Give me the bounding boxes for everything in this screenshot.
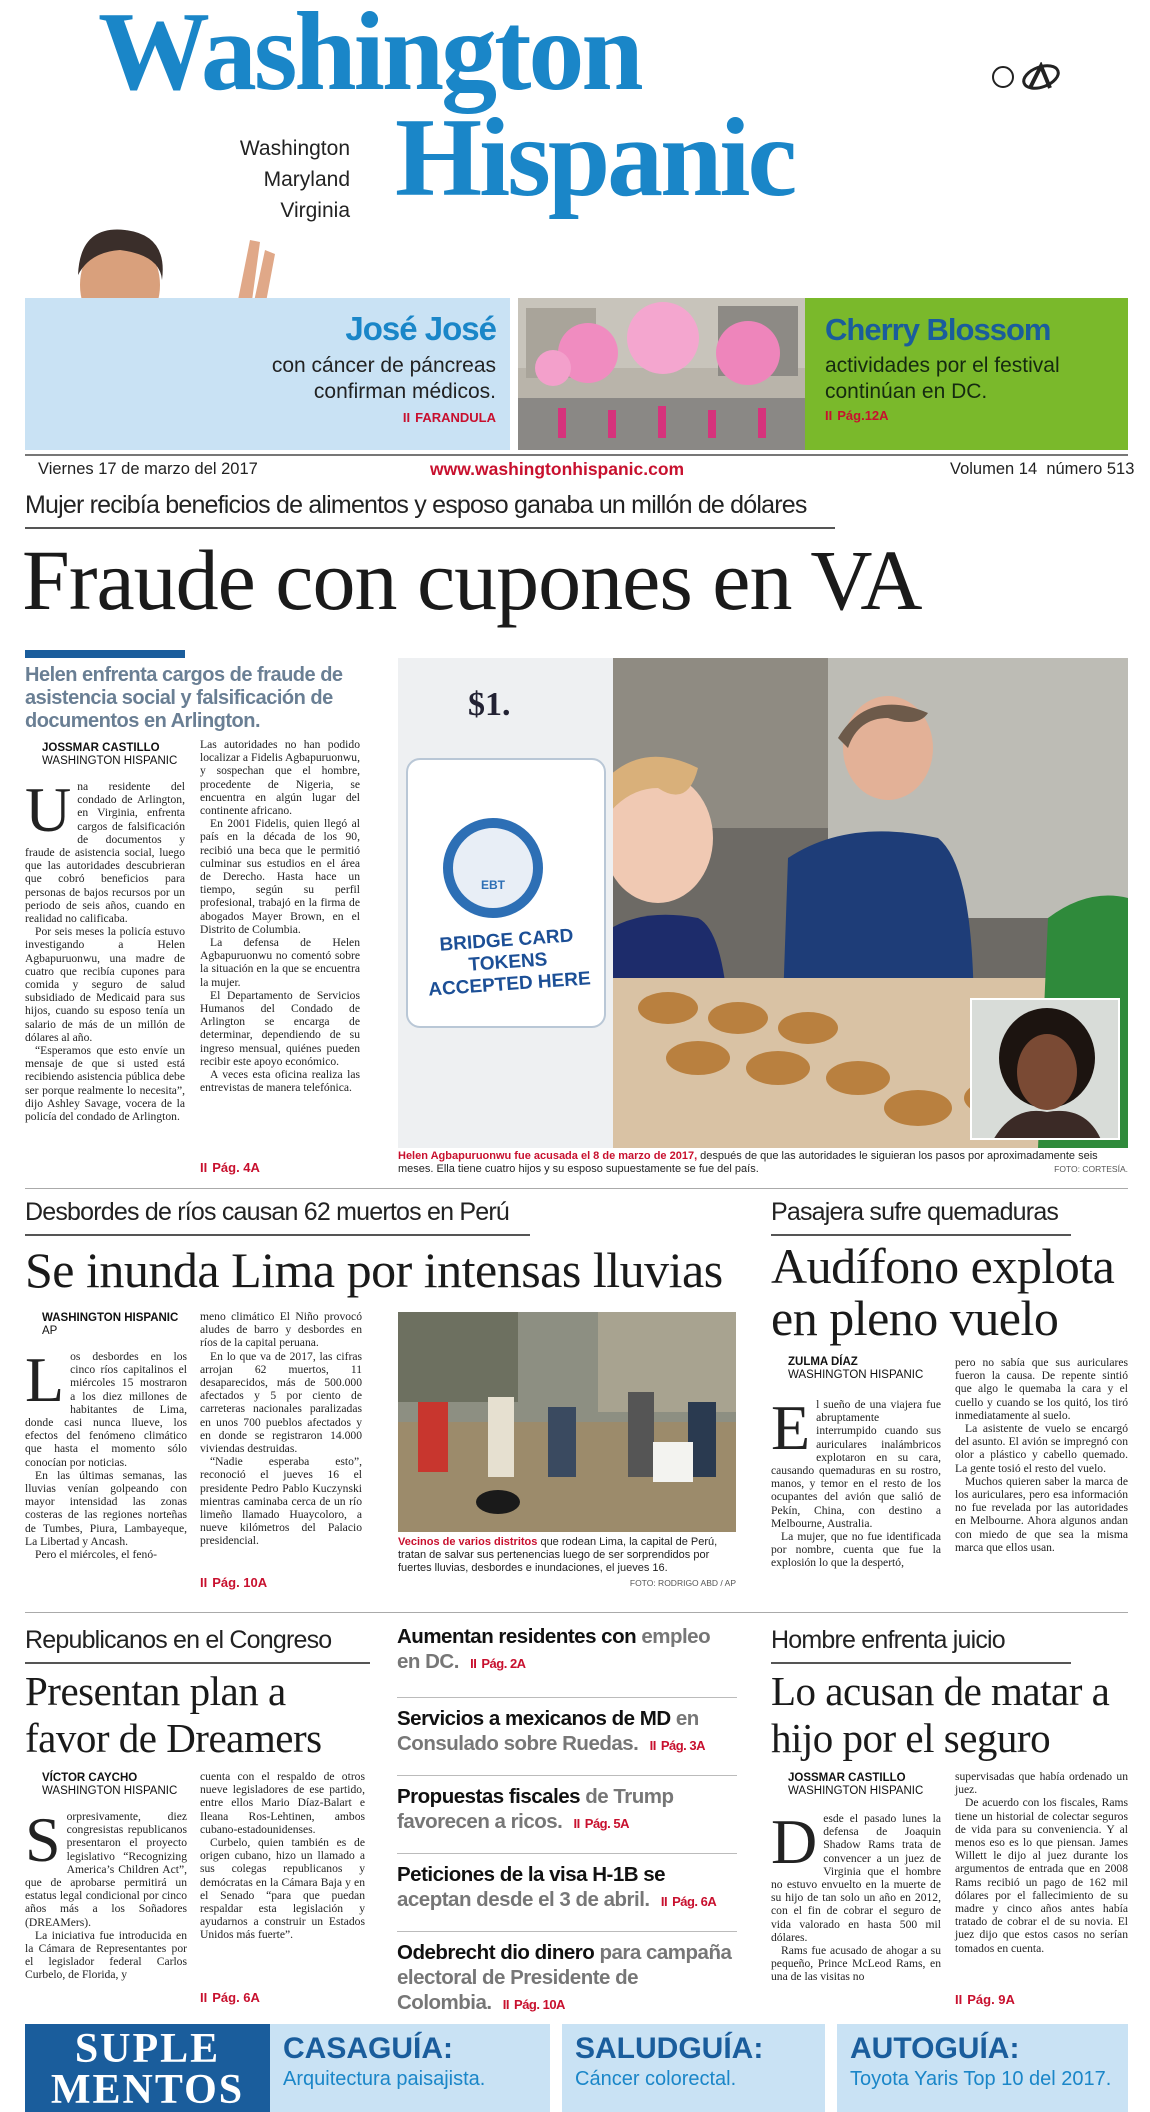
- peru-author: WASHINGTON HISPANIC: [42, 1312, 179, 1324]
- seguro-page-ref[interactable]: II Pág. 9A: [955, 1992, 1015, 2007]
- audifono-author: ZULMA DÍAZ: [788, 1356, 858, 1368]
- lead-sign: [398, 658, 613, 1148]
- suplemento-autoguia-title: AUTOGUÍA:: [850, 2032, 1020, 2065]
- dreamers-col2-p1: cuenta con el respaldo de otros nueve legisladores de ese partido, entre ellos Mario Díaz-Balart e Ileana Ros-Lehtinen, ambos cubano-estadounidenses.: [200, 1770, 365, 1836]
- peru-column-2: [200, 1310, 362, 1548]
- lead-sign-text: BRIDGE CARD TOKENS ACCEPTED HERE: [427, 925, 592, 1001]
- masthead: [0, 0, 1150, 290]
- suplementos-label-b: MENTOS: [50, 2067, 245, 2112]
- peru-page-ref[interactable]: II Pág. 10A: [200, 1575, 268, 1590]
- lead-byline: [42, 742, 192, 768]
- lead-col2-p1: Las autoridades no han podido localizar a Fidelis Agbapuruonwu, y sospechan que el hombre, procedente de Nigeria, se encuentra en algún lugar del continente africano.: [200, 738, 360, 818]
- peru-headline: Se inunda Lima por intensas lluvias: [25, 1242, 723, 1298]
- audifono-kicker-rule: [771, 1234, 1071, 1236]
- briefs-column: [397, 1620, 737, 2032]
- section-rule-1: [25, 1188, 1128, 1189]
- suplemento-casaguia-subtitle: Arquitectura paisajista.: [283, 2068, 486, 2090]
- dreamers-col1-p1: orpresivamente, diez congresistas republicanos presentaron el proyecto legislativo “Recognizing America’s Children Act”, que de aprobarse permitirá un estatus legal condicional por cinco años más a los Soñadores (DREAMers).: [25, 1810, 187, 1929]
- peru-kicker: Desbordes de ríos causan 62 muertos en Perú: [25, 1198, 509, 1226]
- suplemento-divider: [825, 2024, 837, 2112]
- lead-dropcap: U: [25, 774, 72, 845]
- seguro-column-2: [955, 1770, 1128, 1955]
- seguro-kicker: Hombre enfrenta juicio: [771, 1626, 1005, 1654]
- brief-item[interactable]: Propuestas fiscales de Trump favorecen a ricos. II Pág. 5A: [397, 1776, 737, 1854]
- dateline-top-rule: [25, 454, 1128, 456]
- suplemento-saludguia-title: SALUDGUÍA:: [575, 2032, 764, 2065]
- audifono-col1-p1: l sueño de una viajera fue abruptamente interrumpido cuando sus auriculares inalámbricos explotaron en su cara, causando quemaduras en su rostro, manos, y temor en el resto de los ocupantes del avión que salió de Pekín, China, con destino a Melbourne, Australia.: [771, 1398, 941, 1530]
- audifono-col2-p1: pero no sabía que sus auriculares fueron la causa. De repente sintió que algo le quemaba la cara y el cuello y cuando se los quitó, los tiró inmediatamente al suelo.: [955, 1356, 1128, 1422]
- seguro-outlet: WASHINGTON HISPANIC: [788, 1785, 924, 1797]
- peru-col2-p1: meno climático El Niño provocó aludes de barro y desbordes en ríos de la capital peruana.: [200, 1310, 362, 1350]
- lead-sign-price: $1.: [468, 686, 511, 723]
- peru-photo: [398, 1312, 736, 1532]
- lead-outlet: WASHINGTON HISPANIC: [42, 755, 178, 767]
- audifono-col1-p2: La mujer, que no fue identificada por nombre, cuenta que fue la explosión lo que la despertó,: [771, 1530, 941, 1570]
- dateline-issue: Volumen 14 número 513: [950, 460, 1135, 478]
- dreamers-page-ref[interactable]: II Pág. 6A: [200, 1990, 260, 2005]
- audifono-kicker: Pasajera sufre quemaduras: [771, 1198, 1059, 1226]
- audifono-col2-p3: Muchos quieren saber la marca de los auriculares, pero esa información no fue revelada por las autoridades en Melbourne. Ahora algunos andan con miedo de que sea la misma marca que ellos usan.: [955, 1474, 1128, 1554]
- peru-col2-p3: “Nadie esperaba esto”, reconoció el jueves 16 el presidente Pedro Pablo Kuczynski mientras caminaba cerca de un río limeño llamado Huaycoloro, a nueve kilómetros del Palacio presidencial.: [200, 1455, 362, 1548]
- seguro-col2-p2: De acuerdo con los fiscales, Rams tiene un historial de colectar seguros de vida para su conveniencia. Y al menos eso es lo que piensan. James Willett le dijo al juez durante los argumentos de entrada que en 2008 Rams recibió un pago de 162 mil dólares por el fallecimiento de su madre y cinco años antes había tratado de cobrar el de su novia. El juez dijo que estos casos no serían tomados en cuenta.: [955, 1796, 1128, 1955]
- dateline-website[interactable]: www.washingtonhispanic.com: [430, 459, 685, 479]
- lead-col2-p3: La defensa de Helen Agbapuruonwu no comentó sobre la situación en la que se encuentra la mujer.: [200, 936, 360, 989]
- dreamers-kicker-rule: [25, 1662, 370, 1664]
- brief-item[interactable]: Peticiones de la visa H-1B se aceptan desde el 3 de abril. II Pág. 6A: [397, 1854, 737, 1932]
- suplementos-bar: [25, 2024, 1128, 2112]
- lead-ebt-label: EBT: [481, 878, 505, 892]
- peru-col2-p2: En lo que va de 2017, las cifras arrojan 62 muertos, 11 desaparecidos, más de 500.000 afectados y 5 por ciento de carreteras nacionales paralizadas en unos 700 pueblos afectados y en donde se registraron 14.000 viviendas destruidas.: [200, 1349, 362, 1456]
- region-virginia: Virginia: [280, 199, 350, 222]
- dreamers-byline: [42, 1772, 192, 1798]
- peru-col1-p3: Pero el miércoles, el fenó-: [35, 1548, 158, 1562]
- lead-deck: Helen enfrenta cargos de fraude de asistencia social y falsificación de documentos en Arlington.: [25, 664, 343, 732]
- teaser-jose-jose[interactable]: [25, 298, 510, 450]
- audifono-column-1: [771, 1392, 941, 1570]
- lead-col1-p3: “Esperamos que esto envíe un mensaje de que si usted está recibiendo asistencia pública debe ser porque realmente lo necesita”, dijo Ashley Savage, vocera de la policía del condado de Arlington.: [25, 1044, 185, 1124]
- masthead-title-line2: Hispanic: [395, 96, 795, 220]
- peru-caption-rest: que rodean Lima, la capital de Perú, tratan de salvar sus pertenencias luego de ser sorprendidos por fuertes lluvias, desbordes e inundaciones, el jueves 16.: [398, 1536, 718, 1574]
- seguro-author: JOSSMAR CASTILLO: [788, 1772, 906, 1784]
- suplemento-saludguia[interactable]: [575, 2024, 840, 2112]
- brief-item[interactable]: Servicios a mexicanos de MD en Consulado sobre Ruedas. II Pág. 3A: [397, 1698, 737, 1776]
- brief-item[interactable]: Aumentan residentes con empleo en DC. II Pág. 2A: [397, 1620, 737, 1698]
- peru-outlet: AP: [42, 1325, 58, 1337]
- lead-col2-p2: En 2001 Fidelis, quien llegó al país en la década de los 90, recibió una beca que le permitió culminar sus estudios en el área de Derecho. Hasta hace un tiempo, según su perfil profesional, trabajó en la firma de abogados Mayer Brown, en el Distrito de Columbia.: [200, 817, 360, 936]
- dreamers-column-2: [200, 1770, 365, 1942]
- audifono-byline: [788, 1356, 958, 1382]
- brief-item[interactable]: Odebrecht dio dinero para campaña electoral de Presidente de Colombia. II Pág. 10A: [397, 1941, 732, 2014]
- lead-mugshot: [970, 998, 1120, 1140]
- suplemento-divider: [550, 2024, 562, 2112]
- suplemento-casaguia-title: CASAGUÍA:: [283, 2032, 453, 2065]
- lead-column-2: [200, 738, 360, 1094]
- lead-kicker: Mujer recibía beneficios de alimentos y esposo ganaba un millón de dólares: [25, 491, 807, 519]
- teaser-jose-ref[interactable]: II FARANDULA: [402, 410, 496, 425]
- dreamers-headline: Presentan plan a favor de Dreamers: [25, 1668, 322, 1761]
- seguro-col2-p1: supervisadas que había ordenado un juez.: [955, 1770, 1128, 1797]
- suplementos-label-a: SUPLE: [74, 2026, 221, 2072]
- seguro-kicker-rule: [771, 1662, 1071, 1664]
- teaser-cherry-title: Cherry Blossom: [825, 312, 1051, 347]
- lead-caption-bold: Helen Agbapuruonwu fue acusada el 8 de marzo de 2017,: [398, 1150, 698, 1162]
- region-maryland: Maryland: [263, 168, 350, 191]
- dreamers-author: VÍCTOR CAYCHO: [42, 1772, 138, 1784]
- recycle-icon: [992, 66, 1014, 88]
- audifono-outlet: WASHINGTON HISPANIC: [788, 1369, 924, 1381]
- suplementos-label: [25, 2024, 270, 2112]
- peru-credit: FOTO: RODRIGO ABD / AP: [629, 1578, 736, 1588]
- region-washington: Washington: [239, 137, 350, 160]
- teaser-cherry-blossom[interactable]: [805, 298, 1128, 450]
- teaser-jose-subtitle: con cáncer de páncreas confirman médicos.: [271, 354, 496, 403]
- audifono-col2-p2: La asistente de vuelo se encargó del asunto. El avión se impregnó con olor a plástico y cabello quemado. La gente tosió el resto del vuelo.: [955, 1422, 1128, 1475]
- cherry-blossom-photo: [518, 298, 805, 450]
- audifono-headline: Audífono explota en pleno vuelo: [771, 1238, 1115, 1346]
- teaser-cherry-subtitle: actividades por el festival continúan en DC.: [825, 354, 1060, 403]
- lead-col2-p5: A veces esta oficina realiza las entrevistas de manera telefónica.: [200, 1068, 360, 1095]
- suplemento-casaguia[interactable]: [283, 2024, 548, 2112]
- lead-photo: [398, 658, 1128, 1148]
- masthead-title-line1: Washington: [98, 0, 641, 114]
- lead-deck-bar: [25, 650, 185, 658]
- seguro-dropcap: D: [771, 1806, 818, 1877]
- suplemento-autoguia[interactable]: [850, 2024, 1128, 2112]
- seguro-col1-p1: esde el pasado lunes la defensa de Joaquin Shadow Rams trata de convencer a un juez de Virginia que el hombre no estuvo envuelto en la muerte de su hijo de tan solo un año en 2012, con el fin de cobrar el seguro de vida valorado en hasta 500 mil dólares.: [771, 1812, 941, 1944]
- suplemento-saludguia-subtitle: Cáncer colorectal.: [575, 2068, 737, 2090]
- peru-col1-p2: En las últimas semanas, las lluvias venían golpeando con mayor intensidad las zonas costeras de las regiones norteñas de Tumbes, Piura, Lambayeque, La Libertad y Ancash.: [25, 1468, 187, 1548]
- seguro-col1-p2: Rams fue acusado de ahogar a su pequeño, Prince McLeod Rams, en una de las visitas no: [771, 1944, 941, 1984]
- peru-caption-bold: Vecinos de varios distritos: [398, 1536, 538, 1548]
- seguro-byline: [788, 1772, 958, 1798]
- lead-headline: Fraude con cupones en VA: [22, 532, 922, 628]
- lead-credit: FOTO: CORTESÍA.: [1054, 1164, 1128, 1174]
- section-rule-2: [25, 1612, 1128, 1613]
- dreamers-dropcap: S: [25, 1804, 61, 1875]
- lead-col1-p1: na residente del condado de Arlington, en Virginia, enfrenta cargos de falsificación de documentos y fraude de asistencia social, luego que las autoridades descubrieran que cobró beneficios para personas de bajos recursos por un periodo de seis años, cuando en realidad no calificaba.: [25, 780, 185, 926]
- lead-caption-rest: después de que las autoridades le siguieran los pasos por aproximadamente seis meses. Ella tiene cuatro hijos y su esposo supuestamente se fue del país.: [398, 1150, 1098, 1175]
- peru-caption: [398, 1536, 736, 1575]
- audifono-column-2: [955, 1356, 1128, 1554]
- dreamers-kicker: Republicanos en el Congreso: [25, 1626, 332, 1654]
- dreamers-col2-p2: Curbelo, quien también es de origen cubano, hizo un llamado a sus colegas republicanos y demócratas en la Cámara Baja y en el Senado “para que puedan respaldar esta legislación y ayudarnos a construir un Estados Unidos más fuerte”.: [200, 1836, 365, 1942]
- lead-page-ref[interactable]: II Pág. 4A: [200, 1160, 260, 1175]
- teaser-cherry-ref[interactable]: II Pág.12A: [825, 408, 889, 423]
- lead-author: JOSSMAR CASTILLO: [42, 742, 160, 754]
- lead-col1-p2: Por seis meses la policía estuvo investigando a Helen Agbapuruonwu, una madre de cuatro que recibía cupones para comida y seguro de salud subsidiado de Medicaid para sus hijos, cuando su esposo tenía un salario de más de un millón de dólares al año.: [25, 925, 185, 1044]
- dreamers-outlet: WASHINGTON HISPANIC: [42, 1785, 178, 1797]
- peru-kicker-rule: [25, 1234, 530, 1236]
- peru-byline: [42, 1312, 192, 1338]
- award-logo-icon: [1020, 62, 1062, 92]
- peru-col1-p1: os desbordes en los cinco ríos capitalinos el miércoles 15 mostraron a los diez millones de habitantes de Lima, donde casi nunca llueve, los efectos del fenómeno climático que hasta el momento sólo conocían por noticias.: [25, 1350, 187, 1469]
- lead-col2-p4: El Departamento de Servicios Humanos del Condado de Arlington se encarga de determinar, dependiendo de su ingreso mensual, quiénes pueden recibir este apoyo económico.: [200, 988, 360, 1068]
- lead-column-1: [25, 774, 185, 1124]
- lead-ebt-badge: [443, 818, 543, 918]
- teaser-jose-title: José José: [345, 310, 496, 347]
- dateline-date: Viernes 17 de marzo del 2017: [38, 460, 258, 478]
- peru-column-1: [25, 1344, 187, 1562]
- dreamers-col1-p2: La iniciativa fue introducida en la Cámara de Representantes por el legislador federal Carlos Curbelo, de Florida, y: [25, 1928, 187, 1982]
- seguro-headline: Lo acusan de matar a hijo por el seguro: [771, 1668, 1110, 1761]
- dreamers-column-1: [25, 1804, 187, 1982]
- peru-dropcap: L: [25, 1344, 65, 1415]
- audifono-dropcap: E: [771, 1392, 811, 1463]
- suplemento-autoguia-subtitle: Toyota Yaris Top 10 del 2017.: [850, 2068, 1112, 2090]
- seguro-column-1: [771, 1806, 941, 1984]
